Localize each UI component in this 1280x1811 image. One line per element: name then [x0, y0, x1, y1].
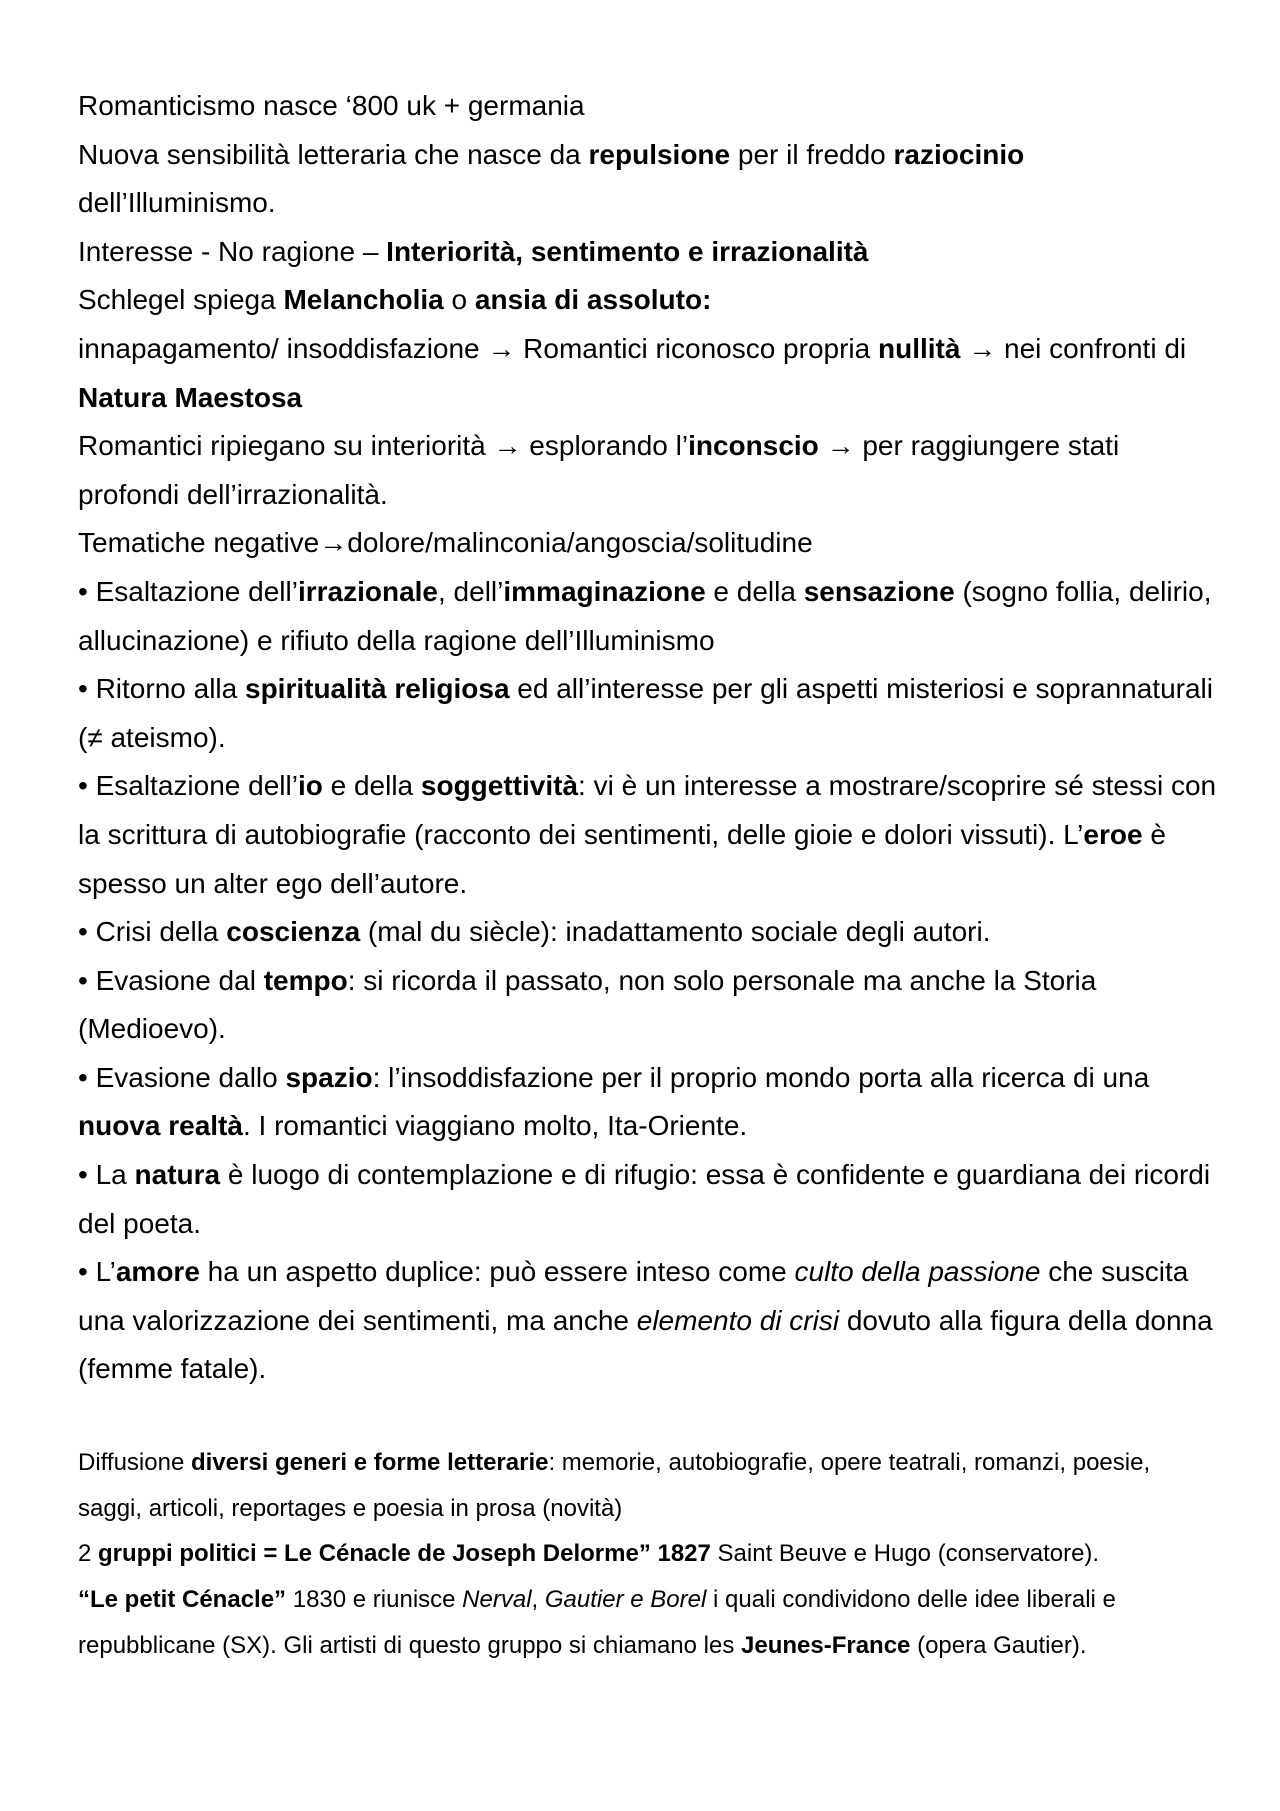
text-run: • Evasione dal [78, 964, 264, 996]
bold-text: Natura Maestosa [78, 381, 303, 413]
text-run: 1830 e riunisce [286, 1586, 463, 1614]
bold-text: Melancholia [283, 284, 444, 316]
note-paragraph [78, 568, 1220, 665]
bold-text: irrazionale [297, 575, 438, 607]
note-paragraph [78, 422, 1220, 519]
note-paragraph [78, 665, 1220, 762]
bold-text: io [297, 770, 323, 802]
text-run: • Esaltazione dell’ [78, 575, 298, 607]
italic-text: Nerval [462, 1586, 532, 1614]
text-run: • Ritorno alla [78, 673, 245, 705]
note-paragraph [78, 1151, 1220, 1248]
bold-text: immaginazione [503, 575, 706, 607]
note-paragraph [78, 228, 1220, 277]
text-run: Saint Beuve e Hugo (conservatore). [710, 1540, 1100, 1568]
text-run: (mal du siècle): inadattamento sociale degli autori. [360, 916, 991, 948]
bold-text: nullità [878, 332, 961, 364]
text-run: • L’ [78, 1256, 116, 1288]
text-run: : vi è un interesse a mostrare/scoprire sé stessi con la scrittura di autobiografie (racconto dei sentimenti, delle gioie e dolori vissuti). L’ [78, 770, 1217, 850]
bold-text: inconscio [688, 430, 819, 462]
text-run: Interesse - No ragione – [78, 235, 387, 267]
secondary-notes [78, 1440, 1220, 1669]
note-paragraph [78, 762, 1220, 908]
bold-text: natura [134, 1159, 221, 1191]
note-paragraph [78, 1054, 1220, 1151]
bold-text: gruppi politici = Le Cénacle de Joseph Delorme” 1827 [98, 1540, 711, 1568]
text-run: Schlegel spiega [78, 284, 284, 316]
text-run: . I romantici viaggiano molto, Ita-Oriente. [242, 1110, 748, 1142]
text-run: • La [78, 1159, 135, 1191]
text-run: → nei confronti di [960, 332, 1187, 364]
text-run: è luogo di contemplazione e di rifugio: essa è confidente e guardiana dei ricordi del poeta. [78, 1159, 1211, 1239]
note-paragraph [78, 131, 1220, 228]
text-run: : l’insoddisfazione per il proprio mondo porta alla ricerca di una [372, 1061, 1150, 1093]
bold-text: nuova realtà [78, 1110, 243, 1142]
text-run: per il freddo [730, 138, 894, 170]
text-run: Nuova sensibilità letteraria che nasce da [78, 138, 589, 170]
note-paragraph [78, 519, 1220, 568]
bold-text: Jeunes-France [741, 1631, 911, 1659]
bold-text: “Le petit Cénacle” [78, 1586, 287, 1614]
text-run: ha un aspetto duplice: può essere inteso come [199, 1256, 795, 1288]
bold-text: diversi generi e forme letterarie [190, 1449, 549, 1477]
text-run: Diffusione [78, 1449, 191, 1477]
text-run: 2 [78, 1540, 99, 1568]
italic-text: Gautier e Borel [544, 1586, 707, 1614]
text-run: : si ricorda il passato, non solo personale ma anche la Storia (Medioevo). [78, 964, 1097, 1045]
bold-text: amore [115, 1256, 200, 1288]
bold-text: repulsione [588, 138, 731, 170]
bold-text: eroe [1083, 818, 1143, 850]
secondary-paragraph [78, 1440, 1220, 1531]
note-paragraph [78, 908, 1220, 957]
text-run: , [531, 1586, 545, 1614]
bold-text: soggettività [420, 770, 579, 802]
bold-text: ansia di assoluto: [474, 284, 712, 316]
text-run: o [443, 284, 475, 316]
note-paragraph [78, 1248, 1220, 1394]
text-run: → per raggiungere stati profondi dell’irrazionalità. [78, 430, 1120, 510]
secondary-paragraph [78, 1577, 1220, 1668]
text-run: • Esaltazione dell’ [78, 770, 298, 802]
bold-text: raziocinio [893, 138, 1025, 170]
text-run: : memorie, autobiografie, opere teatrali, romanzi, poesie, saggi, articoli, reportages e poesia in prosa (novità) [78, 1449, 1151, 1522]
text-run: Romanticismo nasce ‘800 uk + germania [78, 90, 585, 121]
text-run: che suscita una valorizzazione dei sentimenti, ma anche [78, 1256, 1189, 1336]
text-run: Romantici ripiegano su interiorità → esplorando l’ [78, 430, 689, 462]
text-run: innapagamento/ insoddisfazione → Romantici riconosco propria [78, 332, 878, 364]
bold-text: sensazione [803, 575, 955, 607]
text-run: i quali condividono delle idee liberali e repubblicane (SX). Gli artisti di questo gruppo si chiamano les [78, 1586, 1116, 1659]
text-run: ed all’interesse per gli aspetti misteriosi e soprannaturali (≠ ateismo). [78, 673, 1213, 753]
text-run: • Evasione dallo [78, 1061, 286, 1093]
main-notes [78, 82, 1220, 1394]
bold-text: Interiorità, sentimento e irrazionalità [386, 235, 869, 267]
text-run: (sogno follia, delirio, allucinazione) e rifiuto della ragione dell’Illuminismo [78, 575, 1212, 656]
bold-text: spazio [285, 1061, 373, 1093]
note-paragraph [78, 276, 1220, 325]
text-run: e della [322, 770, 421, 802]
text-run: , dell’ [438, 575, 504, 607]
italic-text: elemento di crisi [636, 1304, 840, 1336]
secondary-paragraph [78, 1531, 1220, 1577]
note-paragraph [78, 325, 1220, 422]
text-run: è spesso un alter ego dell’autore. [78, 818, 1166, 899]
bold-text: tempo [263, 964, 348, 996]
bold-text: spiritualità religiosa [245, 673, 510, 705]
text-run: dovuto alla figura della donna (femme fatale). [78, 1304, 1213, 1385]
note-paragraph [78, 957, 1220, 1054]
text-run: dell’Illuminismo. [78, 187, 276, 219]
text-run: (opera Gautier). [910, 1631, 1087, 1659]
note-paragraph [78, 82, 1220, 131]
text-run: Tematiche negative→dolore/malinconia/angoscia/solitudine [78, 527, 813, 559]
italic-text: culto della passione [794, 1256, 1041, 1288]
text-run: • Crisi della [78, 916, 227, 948]
text-run: e della [705, 575, 804, 607]
bold-text: coscienza [226, 916, 361, 948]
